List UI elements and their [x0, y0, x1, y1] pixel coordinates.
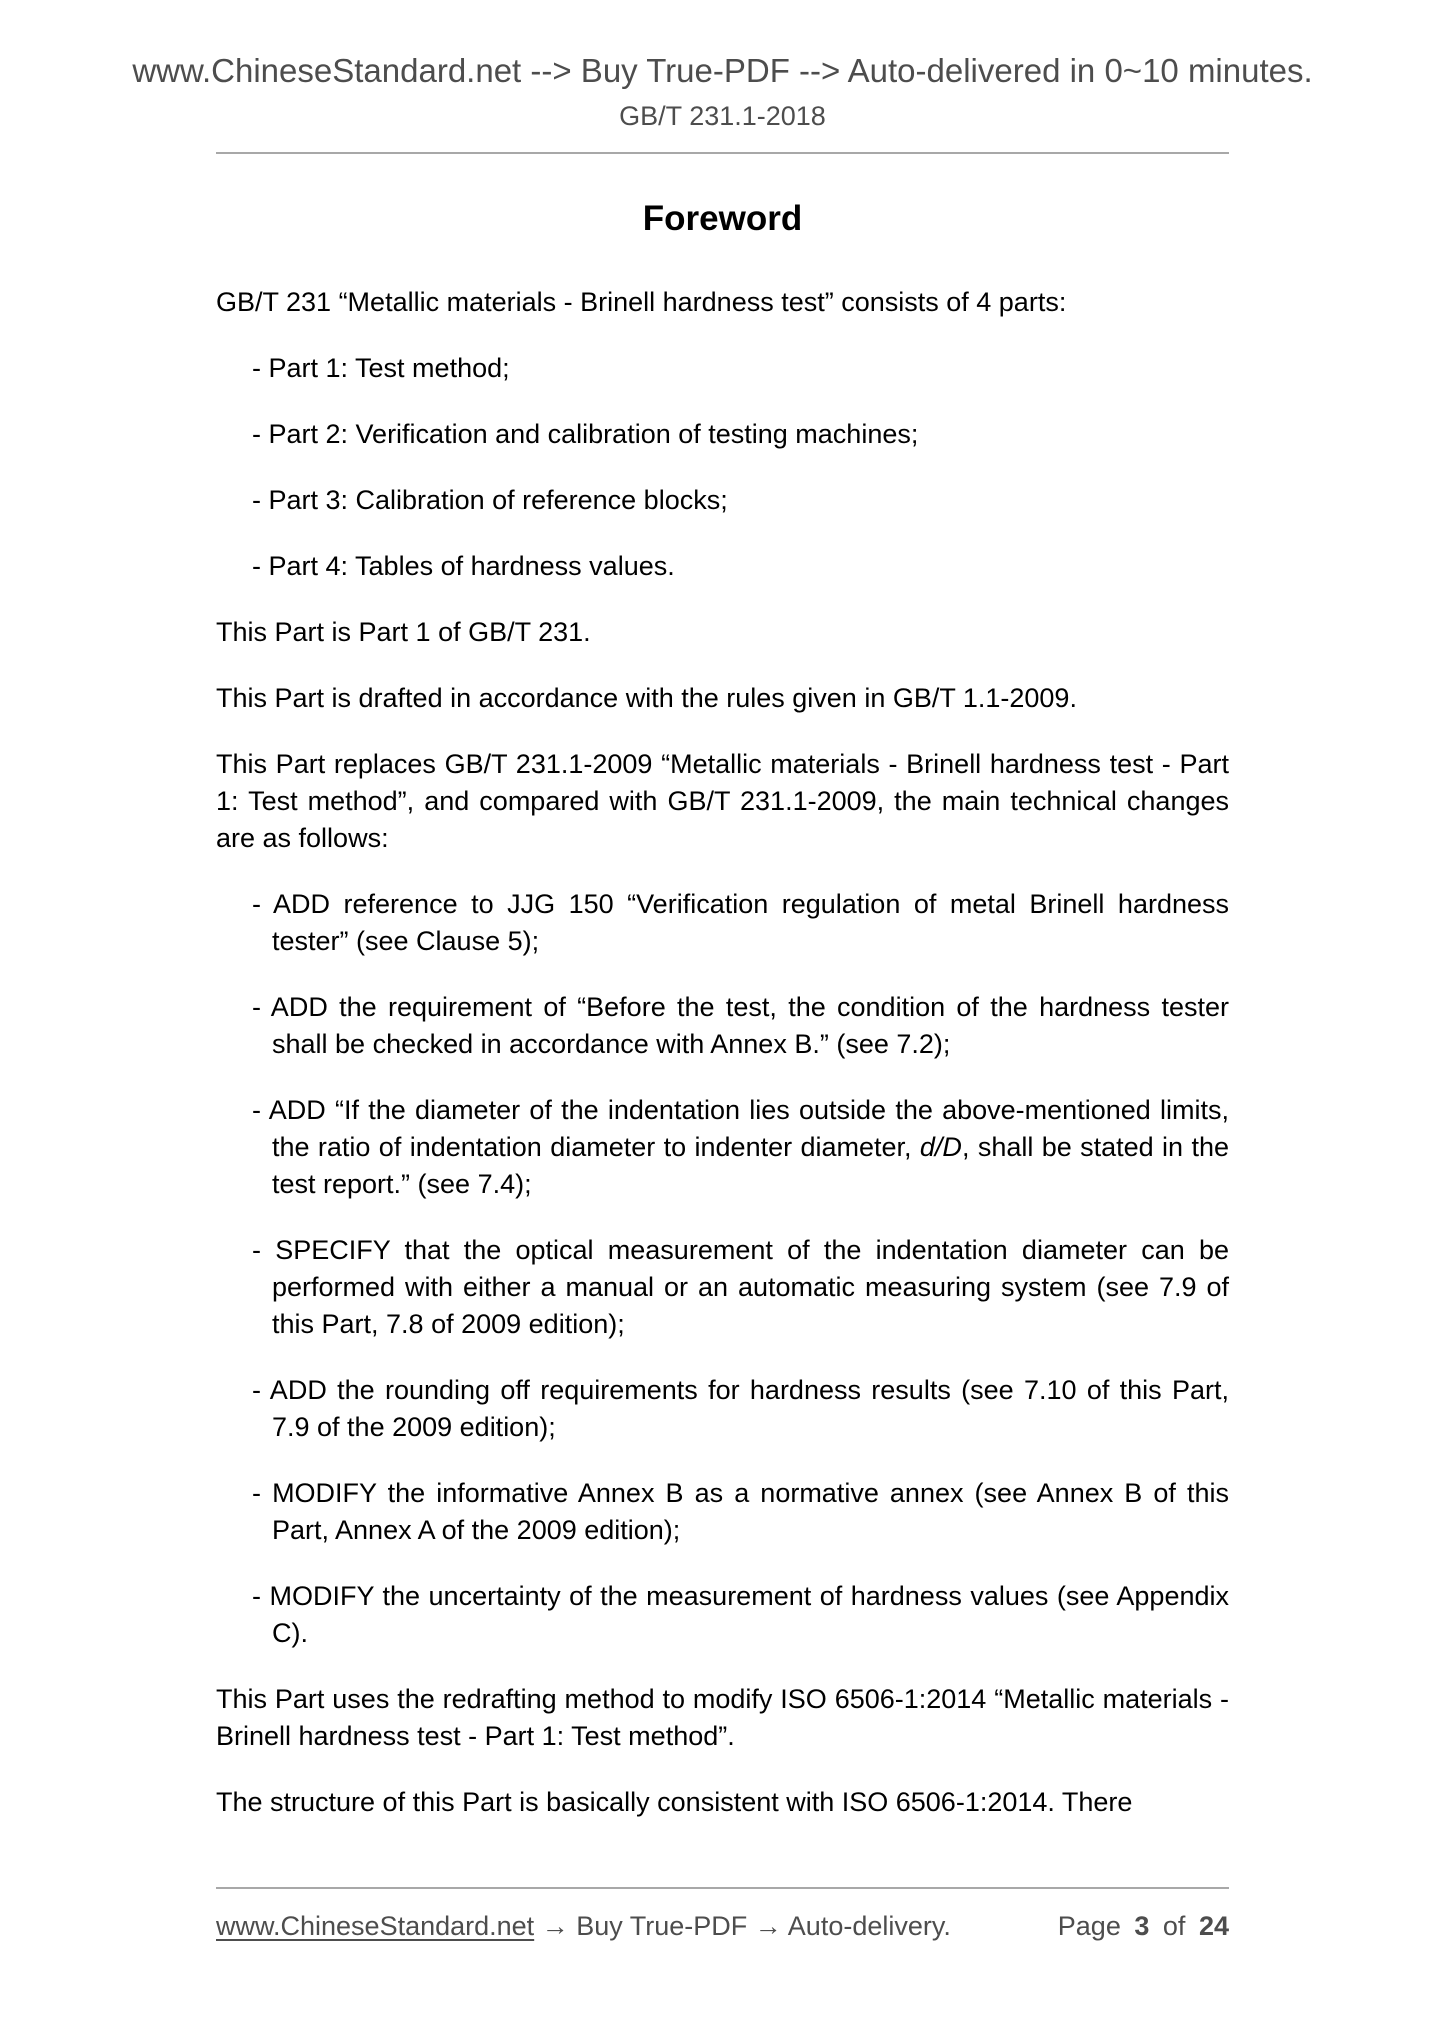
paragraph-drafted: This Part is drafted in accordance with the rules given in GB/T 1.1-2009. [216, 683, 1077, 713]
list-item-part-3: - Part 3: Calibration of reference blocks; [252, 485, 728, 515]
change-text: - ADD the rounding off requirements for hardness results (see 7.10 of this Part, 7.9 of the 2009 edition); [252, 1375, 1229, 1442]
change-text: - MODIFY the uncertainty of the measurement of hardness values (see Appendix C). [252, 1581, 1229, 1648]
header-divider [216, 152, 1229, 154]
document-body [216, 198, 1229, 1821]
page-indicator [1058, 1909, 1229, 1943]
footer-delivery-label: Auto-delivery. [787, 1911, 951, 1941]
change-text: , shall be stated in the test report.” (see 7.4); [272, 1132, 1229, 1199]
list-item-change-6 [252, 1475, 1229, 1549]
arrow-right-icon: → [754, 1911, 782, 1941]
page-header [0, 0, 1445, 154]
list-item-change-3 [252, 1092, 1229, 1203]
changes-list [252, 886, 1229, 1652]
list-item-change-1 [252, 886, 1229, 960]
paragraph-intro: GB/T 231 “Metallic materials - Brinell hardness test” consists of 4 parts: [216, 287, 1067, 317]
footer-buy-label: Buy True-PDF [576, 1911, 748, 1941]
page-footer [216, 1887, 1229, 1943]
parts-list [252, 350, 1229, 585]
page-total: 24 [1198, 1911, 1229, 1941]
change-text: - ADD the requirement of “Before the test, the condition of the hardness tester shall be checked in accordance with Annex B.” (see 7.2); [252, 992, 1229, 1059]
page-of-label: of [1162, 1911, 1186, 1941]
list-item-change-2 [252, 989, 1229, 1063]
ratio-symbol: d/D [919, 1132, 962, 1162]
arrow-right-icon: → [541, 1911, 569, 1941]
change-text: - ADD reference to JJG 150 “Verification regulation of metal Brinell hardness tester” (see Clause 5); [252, 889, 1229, 956]
footer-link[interactable]: www.ChineseStandard.net [216, 1911, 535, 1941]
header-standard-number: GB/T 231.1-2018 [619, 101, 826, 131]
list-item-change-7 [252, 1578, 1229, 1652]
footer-branding [216, 1909, 951, 1943]
page-current: 3 [1134, 1911, 1150, 1941]
change-text: - SPECIFY that the optical measurement of the indentation diameter can be performed with either a manual or an automatic measuring system (see 7.9 of this Part, 7.8 of 2009 edition); [252, 1235, 1229, 1339]
header-tagline: www.ChineseStandard.net --> Buy True-PDF --> Auto-delivered in 0~10 minutes. [132, 52, 1313, 89]
paragraph-structure: The structure of this Part is basically consistent with ISO 6506-1:2014. There [216, 1787, 1133, 1817]
change-text: - ADD “If the diameter of the indentation lies outside the above-mentioned limits, the ratio of indentation diameter to indenter diameter, [252, 1095, 1229, 1162]
list-item-part-4: - Part 4: Tables of hardness values. [252, 551, 675, 581]
change-text: - MODIFY the informative Annex B as a normative annex (see Annex B of this Part, Annex A of the 2009 edition); [252, 1478, 1229, 1545]
list-item-part-1: - Part 1: Test method; [252, 353, 510, 383]
paragraph-redrafting: This Part uses the redrafting method to modify ISO 6506-1:2014 “Metallic materials - Brinell hardness test - Part 1: Test method”. [216, 1684, 1229, 1751]
list-item-part-2: - Part 2: Verification and calibration of testing machines; [252, 419, 919, 449]
list-item-change-4 [252, 1232, 1229, 1343]
page-title: Foreword [642, 199, 803, 238]
list-item-change-5 [252, 1372, 1229, 1446]
paragraph-replaces: This Part replaces GB/T 231.1-2009 “Metallic materials - Brinell hardness test - Part 1: Test method”, and compared with GB/T 231.1-2009, the main technical changes are as follows: [216, 749, 1229, 853]
paragraph-this-part: This Part is Part 1 of GB/T 231. [216, 617, 591, 647]
page-label: Page [1057, 1911, 1121, 1941]
